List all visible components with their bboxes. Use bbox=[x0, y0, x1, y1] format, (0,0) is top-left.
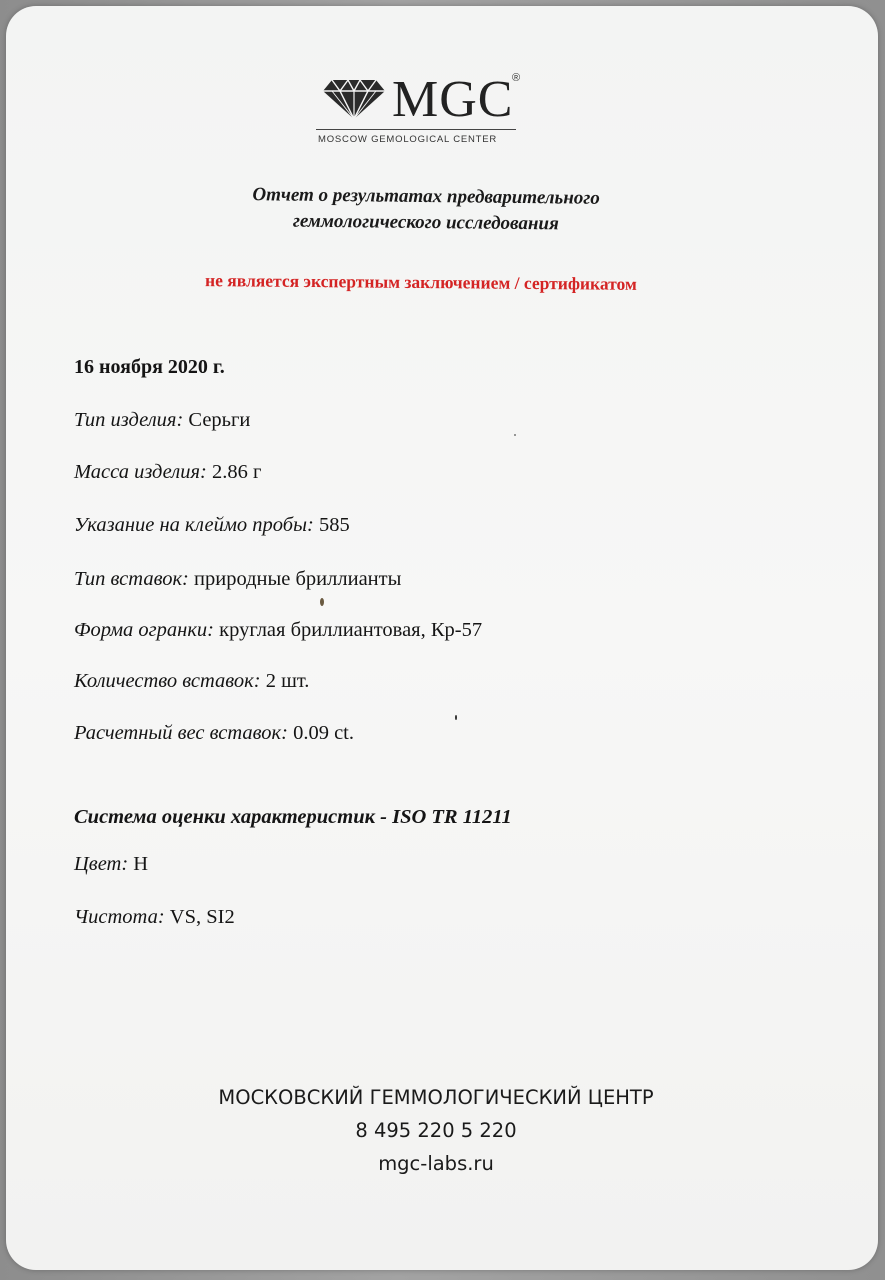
paper-speck bbox=[455, 715, 457, 720]
diamond-icon bbox=[322, 78, 386, 120]
report-title-line-1: Отчет о результатах предварительного bbox=[252, 184, 600, 209]
mgc-logo bbox=[316, 72, 526, 152]
field-label: Масса изделия: bbox=[74, 461, 207, 483]
report-date: 16 ноября 2020 г. bbox=[74, 356, 225, 378]
field-value: 585 bbox=[318, 514, 350, 536]
field-value: Серьги bbox=[188, 409, 251, 431]
footer-phone: 8 495 220 5 220 bbox=[355, 1119, 517, 1142]
footer-organization: МОСКОВСКИЙ ГЕММОЛОГИЧЕСКИЙ ЦЕНТР bbox=[218, 1086, 654, 1109]
paper-speck bbox=[514, 434, 516, 436]
report-card bbox=[6, 6, 878, 1270]
paper-speck bbox=[320, 598, 324, 606]
field-value: VS, SI2 bbox=[169, 906, 235, 928]
field-color-grade bbox=[74, 853, 148, 876]
disclaimer-warning: не является экспертным заключением / сертификатом bbox=[205, 270, 637, 294]
field-cut-shape bbox=[74, 619, 482, 642]
field-value: 0.09 ct. bbox=[293, 722, 354, 744]
field-insert-weight bbox=[74, 722, 354, 745]
field-value: круглая бриллиантовая, Кр-57 bbox=[219, 619, 483, 641]
field-item-type bbox=[74, 409, 250, 432]
field-value: 2.86 г bbox=[211, 461, 262, 483]
logo-wordmark: MGC bbox=[392, 71, 514, 128]
field-hallmark bbox=[74, 514, 350, 537]
logo-subtitle: MOSCOW GEMOLOGICAL CENTER bbox=[318, 134, 498, 145]
field-value: природные бриллианты bbox=[194, 568, 402, 590]
field-label: Тип изделия: bbox=[74, 409, 184, 431]
field-label: Форма огранки: bbox=[74, 619, 215, 641]
field-value: H bbox=[133, 853, 149, 875]
field-clarity-grade bbox=[74, 906, 235, 929]
field-insert-type bbox=[74, 568, 401, 591]
report-title bbox=[6, 180, 846, 241]
footer-website[interactable]: mgc-labs.ru bbox=[378, 1152, 494, 1175]
logo-divider bbox=[316, 129, 516, 130]
field-label: Тип вставок: bbox=[74, 568, 189, 590]
field-label: Цвет: bbox=[74, 853, 129, 875]
field-label: Указание на клеймо пробы: bbox=[74, 514, 314, 536]
field-insert-count bbox=[74, 670, 309, 693]
report-title-line-2: геммологического исследования bbox=[292, 210, 559, 235]
field-value: 2 шт. bbox=[265, 670, 310, 692]
registered-mark: ® bbox=[512, 72, 521, 84]
field-label: Чистота: bbox=[74, 906, 165, 928]
field-label: Количество вставок: bbox=[74, 670, 261, 692]
field-item-mass bbox=[74, 461, 261, 484]
grading-system-heading: Система оценки характеристик - ISO TR 11211 bbox=[74, 806, 512, 828]
field-label: Расчетный вес вставок: bbox=[74, 722, 288, 744]
